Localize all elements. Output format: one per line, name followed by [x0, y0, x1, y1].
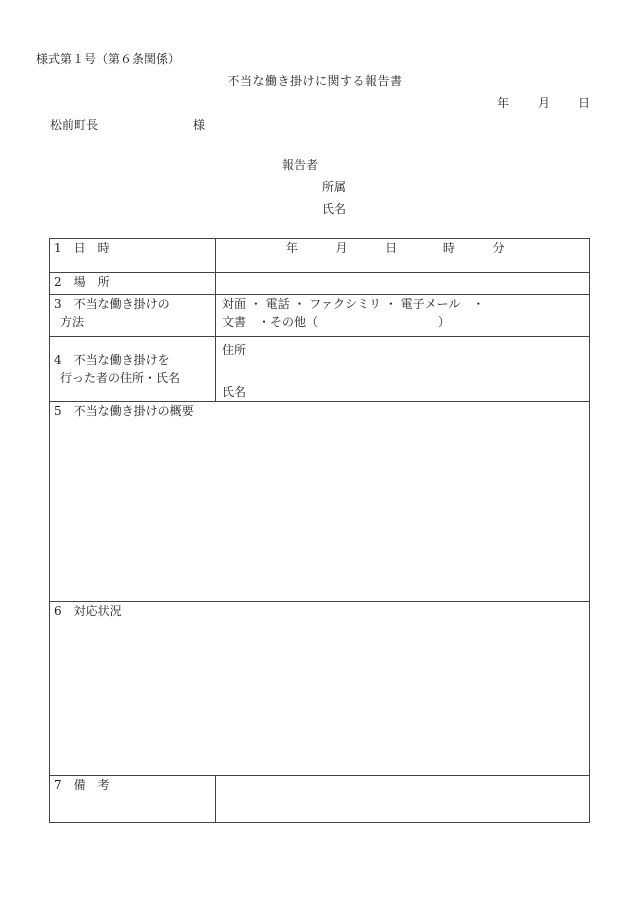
addressee: 松前町長 — [50, 118, 99, 132]
form-number: 様式第１号（第６条関係） — [36, 52, 181, 66]
datetime-minute: 分 — [492, 241, 505, 255]
table-row-response — [50, 602, 590, 776]
affiliation-label: 所属 — [322, 180, 347, 194]
datetime-day: 日 — [385, 241, 398, 255]
date-year-label: 年 — [497, 96, 510, 110]
actor-label-line1: 4 不当な働き掛けを — [54, 353, 170, 367]
summary-field[interactable] — [50, 402, 590, 602]
response-field[interactable] — [50, 602, 590, 776]
reporter-label: 報告者 — [282, 158, 319, 172]
datetime-month: 月 — [335, 241, 348, 255]
date-day-label: 日 — [578, 96, 591, 110]
table-row-place — [50, 273, 590, 295]
method-label — [50, 295, 216, 337]
datetime-label: 1 日 時 — [50, 239, 216, 273]
honorific: 様 — [193, 118, 206, 132]
method-label-line1: 3 不当な働き掛けの — [54, 297, 170, 311]
date-month-label: 月 — [538, 96, 551, 110]
datetime-hour: 時 — [442, 241, 455, 255]
place-label: 2 場 所 — [50, 273, 216, 295]
method-label-line2: 方法 — [60, 315, 85, 329]
actor-field[interactable] — [216, 337, 590, 402]
document-title: 不当な働き掛けに関する報告書 — [227, 74, 403, 88]
method-options-line2: 文書 ・その他（ ） — [222, 315, 451, 329]
table-row-summary — [50, 402, 590, 602]
table-row-datetime — [50, 239, 590, 273]
method-field[interactable] — [216, 295, 590, 337]
table-row-method — [50, 295, 590, 337]
reporter-name-label: 氏名 — [322, 202, 347, 216]
datetime-year: 年 — [285, 241, 298, 255]
actor-label-line2: 行った者の住所・氏名 — [60, 371, 181, 385]
actor-name-label: 氏名 — [222, 385, 247, 399]
datetime-field[interactable] — [216, 239, 590, 273]
report-table — [49, 238, 590, 823]
remarks-label: 7 備 考 — [50, 776, 216, 823]
summary-label: 5 不当な働き掛けの概要 — [54, 404, 194, 418]
table-row-actor — [50, 337, 590, 402]
table-row-remarks — [50, 776, 590, 823]
actor-address-label: 住所 — [222, 343, 247, 357]
response-label: 6 対応状況 — [54, 604, 122, 618]
remarks-field[interactable] — [216, 776, 590, 823]
method-options-line1: 対面 ・ 電話 ・ ファクシミリ ・ 電子メール ・ — [222, 297, 485, 311]
actor-label — [50, 337, 216, 402]
place-field[interactable] — [216, 273, 590, 295]
